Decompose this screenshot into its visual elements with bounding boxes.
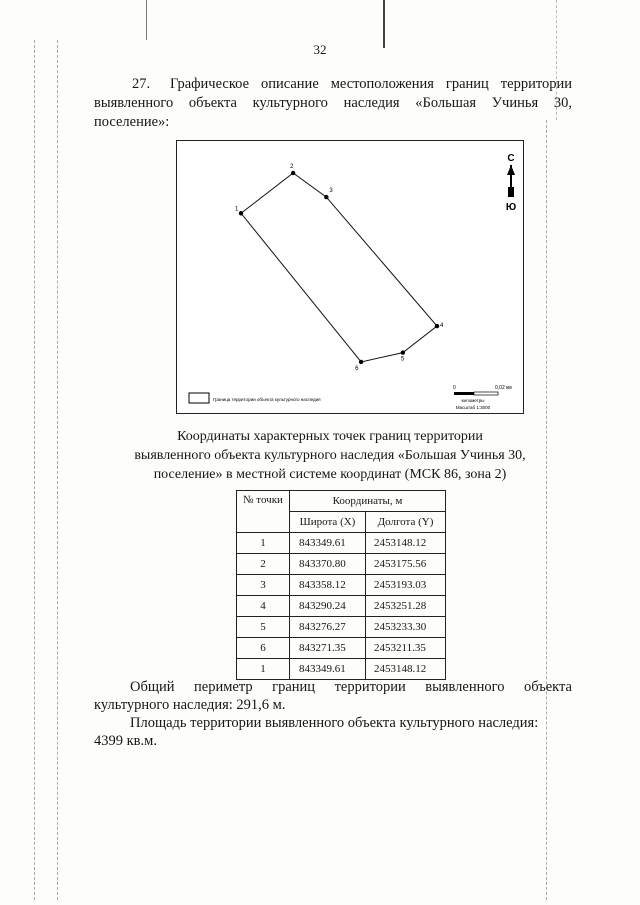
perimeter-line-2: культурного наследия: 291,6 м. <box>94 697 286 713</box>
cell-x: 843276.27 <box>290 617 366 638</box>
table-row <box>237 596 446 617</box>
scan-artifact-line <box>546 120 548 900</box>
caption-line: Координаты характерных точек границ территории <box>177 429 483 444</box>
boundary-map-canvas <box>177 141 523 413</box>
scale-end-label: 0,02 км <box>495 385 512 391</box>
boundary-point-label: 3 <box>329 188 333 195</box>
table-row <box>237 554 446 575</box>
cell-y: 2453148.12 <box>366 659 446 680</box>
cell-y: 2453148.12 <box>366 533 446 554</box>
cell-point-number: 2 <box>237 554 290 575</box>
area-paragraph <box>94 714 572 750</box>
cell-x: 843349.61 <box>290 659 366 680</box>
cell-x: 843271.35 <box>290 638 366 659</box>
section-heading-text: Графическое описание местоположения границ территории выявленного объекта культурного наследия «Большая Учинья 30, поселение»: <box>94 76 572 130</box>
perimeter-word: территории <box>334 679 406 695</box>
perimeter-word: объекта <box>523 679 572 695</box>
boundary-point <box>435 324 439 328</box>
cell-x: 843370.80 <box>290 554 366 575</box>
perimeter-word: периметр <box>194 679 253 695</box>
boundary-point <box>359 360 363 364</box>
perimeter-word: Общий <box>130 679 175 695</box>
scale-bar <box>453 385 512 410</box>
cell-point-number: 1 <box>237 533 290 554</box>
table-row <box>237 617 446 638</box>
page-number: 32 <box>313 42 327 57</box>
area-line-2: 4399 кв.м. <box>94 733 157 749</box>
cell-point-number: 4 <box>237 596 290 617</box>
cell-y: 2453233.30 <box>366 617 446 638</box>
scan-artifact-line <box>383 0 385 48</box>
cell-point-number: 1 <box>237 659 290 680</box>
header-latitude-x: Широта (X) <box>290 512 366 533</box>
boundary-point-label: 1 <box>235 206 239 213</box>
map-legend <box>189 393 321 403</box>
boundary-point <box>324 195 328 199</box>
cell-y: 2453251.28 <box>366 596 446 617</box>
section-number: 27. <box>132 76 151 92</box>
header-point-number: № точки <box>237 491 290 533</box>
scan-artifact-line <box>57 40 59 900</box>
scan-artifact-line <box>34 40 36 900</box>
boundary-point <box>401 350 405 354</box>
table-row <box>237 638 446 659</box>
table-row <box>237 533 446 554</box>
cell-x: 843290.24 <box>290 596 366 617</box>
table-row <box>237 659 446 680</box>
boundary-point-label: 5 <box>400 356 405 363</box>
caption-line: выявленного объекта культурного наследия «Большая Учинья 30, <box>134 448 526 463</box>
perimeter-paragraph <box>94 678 572 714</box>
cell-point-number: 6 <box>237 638 290 659</box>
area-line-1 <box>94 714 572 732</box>
boundary-point <box>291 171 295 175</box>
scale-units-label: километры <box>461 398 485 403</box>
scan-artifact-line <box>146 0 147 40</box>
header-longitude-y: Долгота (Y) <box>366 512 446 533</box>
table-caption <box>100 427 560 484</box>
caption-line: поселение» в местной системе координат (МСК 86, зона 2) <box>153 467 507 482</box>
cell-point-number: 3 <box>237 575 290 596</box>
perimeter-line-1 <box>94 678 572 696</box>
boundary-point <box>239 211 243 215</box>
header-coordinates: Координаты, м <box>290 491 446 512</box>
boundary-map <box>176 140 524 414</box>
boundary-point-label: 4 <box>440 323 444 330</box>
coordinates-table <box>236 490 446 680</box>
cell-y: 2453193.03 <box>366 575 446 596</box>
cell-x: 843358.12 <box>290 575 366 596</box>
compass-north-label: С <box>507 153 515 164</box>
perimeter-word: выявленного <box>425 679 505 695</box>
boundary-point-label: 2 <box>290 164 294 170</box>
perimeter-word: границ <box>272 679 316 695</box>
cell-y: 2453175.56 <box>366 554 446 575</box>
area-line-1-text: Площадь территории выявленного объекта культурного наследия: <box>130 715 539 731</box>
table-row <box>237 575 446 596</box>
boundary-point-label: 6 <box>355 365 359 372</box>
north-arrow-icon <box>506 153 516 213</box>
boundary-polygon <box>241 173 437 362</box>
scale-zero-label: 0 <box>453 385 456 391</box>
cell-point-number: 5 <box>237 617 290 638</box>
section-heading <box>94 75 572 132</box>
cell-y: 2453211.35 <box>366 638 446 659</box>
cell-x: 843349.61 <box>290 533 366 554</box>
compass-south-label: Ю <box>505 202 517 213</box>
scale-ratio-label: Масштаб 1:3000 <box>455 405 491 410</box>
map-legend-label: Граница территории объекта культурного наследия <box>213 397 321 402</box>
